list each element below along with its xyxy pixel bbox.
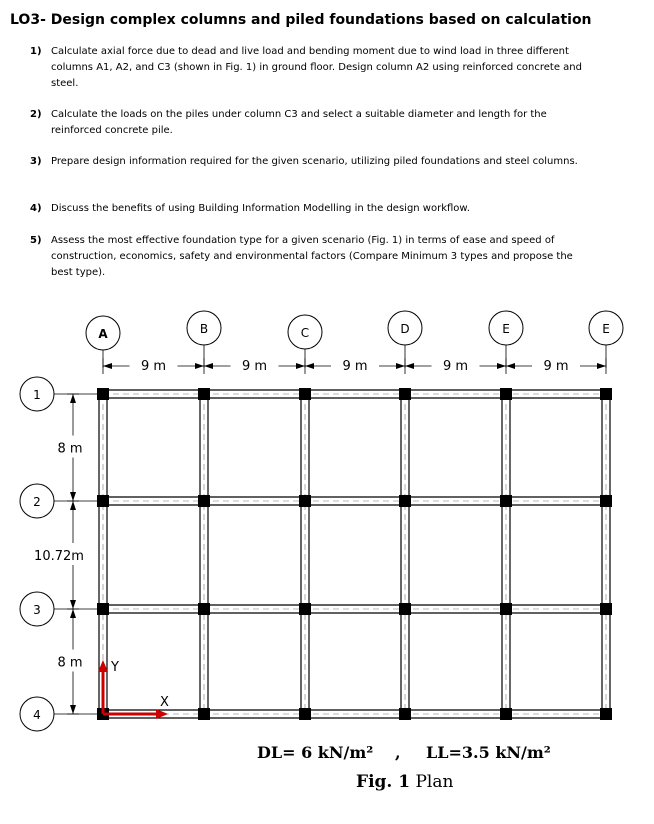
column-grid-label: E (502, 322, 510, 336)
y-axis-label: Y (111, 660, 119, 675)
column-square (97, 495, 109, 507)
column-square (500, 603, 512, 615)
vertical-beam (401, 394, 409, 714)
question-number: 4) (30, 203, 42, 214)
x-spacing-label: 9 m (241, 359, 268, 374)
horizontal-beam (52, 497, 606, 505)
caption-text: Plan (410, 772, 454, 792)
column-square (600, 708, 612, 720)
column-square (600, 388, 612, 400)
column-square (399, 603, 411, 615)
vertical-beams (99, 394, 610, 714)
horizontal-beam (52, 390, 606, 398)
column-square (299, 495, 311, 507)
y-spacing-label: 10.72m (34, 549, 84, 564)
dead-load-label: DL= 6 kN/m² (257, 743, 374, 762)
columns (97, 388, 612, 720)
row-grid-label: 4 (33, 708, 41, 722)
column-square (399, 495, 411, 507)
column-square (299, 388, 311, 400)
x-spacing-label: 9 m (140, 359, 167, 374)
question-text: Calculate axial force due to dead and live load and bending moment due to wind load in three different columns A1, A2, and C3 (shown in Fig. 1) in ground floor. Design column A2 using reinforced concrete and steel. (51, 46, 582, 89)
y-spacing-label: 8 m (57, 655, 83, 671)
column-square (399, 388, 411, 400)
question-number: 5) (30, 235, 42, 246)
column-grid-label: C (300, 326, 310, 340)
column-grid-label: D (400, 322, 410, 336)
column-square (97, 388, 109, 400)
row-grid-label: 3 (33, 603, 41, 617)
row-grid-bubble (20, 592, 54, 626)
column-grid-label: E (602, 322, 610, 336)
question-text: Calculate the loads on the piles under column C3 and select a suitable diameter and length for the reinforced concrete pile. (51, 109, 547, 136)
row-grid-label: 2 (33, 495, 41, 509)
column-square (97, 603, 109, 615)
column-grid-label: A (98, 327, 108, 341)
question-text: Prepare design information required for the given scenario, utilizing piled foundations and steel columns. (51, 156, 578, 167)
column-square (299, 708, 311, 720)
x-spacing-label: 9 m (342, 359, 368, 374)
x-spacing-label: 9 m (543, 359, 569, 374)
horizontal-beams (52, 390, 606, 718)
column-square (399, 708, 411, 720)
x-axis-label: X (160, 695, 169, 710)
question-number: 1) (30, 46, 42, 57)
column-square (500, 708, 512, 720)
page-heading: LO3- Design complex columns and piled foundations based on calculation (10, 12, 592, 28)
vertical-beam (301, 394, 309, 714)
column-square (198, 388, 210, 400)
column-square (600, 495, 612, 507)
x-spacing-label: 9 m (442, 359, 469, 374)
column-square (500, 388, 512, 400)
vertical-beam (502, 394, 510, 714)
column-square (198, 495, 210, 507)
load-separator: , (395, 743, 401, 762)
vertical-beam (200, 394, 208, 714)
row-grid-bubble (20, 377, 54, 411)
vertical-beam (602, 394, 610, 714)
column-square (198, 603, 210, 615)
question-number: 2) (30, 109, 42, 120)
caption-number: Fig. 1 (356, 772, 411, 792)
column-square (600, 603, 612, 615)
column-square (198, 708, 210, 720)
column-square (500, 495, 512, 507)
horizontal-beam (52, 605, 606, 613)
question-text: Assess the most effective foundation type for a given scenario (Fig. 1) in terms of ease and speed of construction, economics, safety and environmental factors (Compare Minimum 3 types and propose the best type). (51, 235, 573, 278)
y-spacing-label: 8 m (57, 441, 83, 457)
column-grid-label: B (199, 322, 209, 336)
question-number: 3) (30, 156, 42, 167)
column-square (299, 603, 311, 615)
row-grid-bubble (20, 484, 54, 518)
row-grid-bubble (20, 697, 54, 731)
live-load-label: LL=3.5 kN/m² (426, 743, 551, 762)
row-grid-label: 1 (33, 388, 41, 402)
figure-caption (356, 772, 454, 792)
question-text: Discuss the benefits of using Building Information Modelling in the design workflow. (51, 203, 470, 214)
